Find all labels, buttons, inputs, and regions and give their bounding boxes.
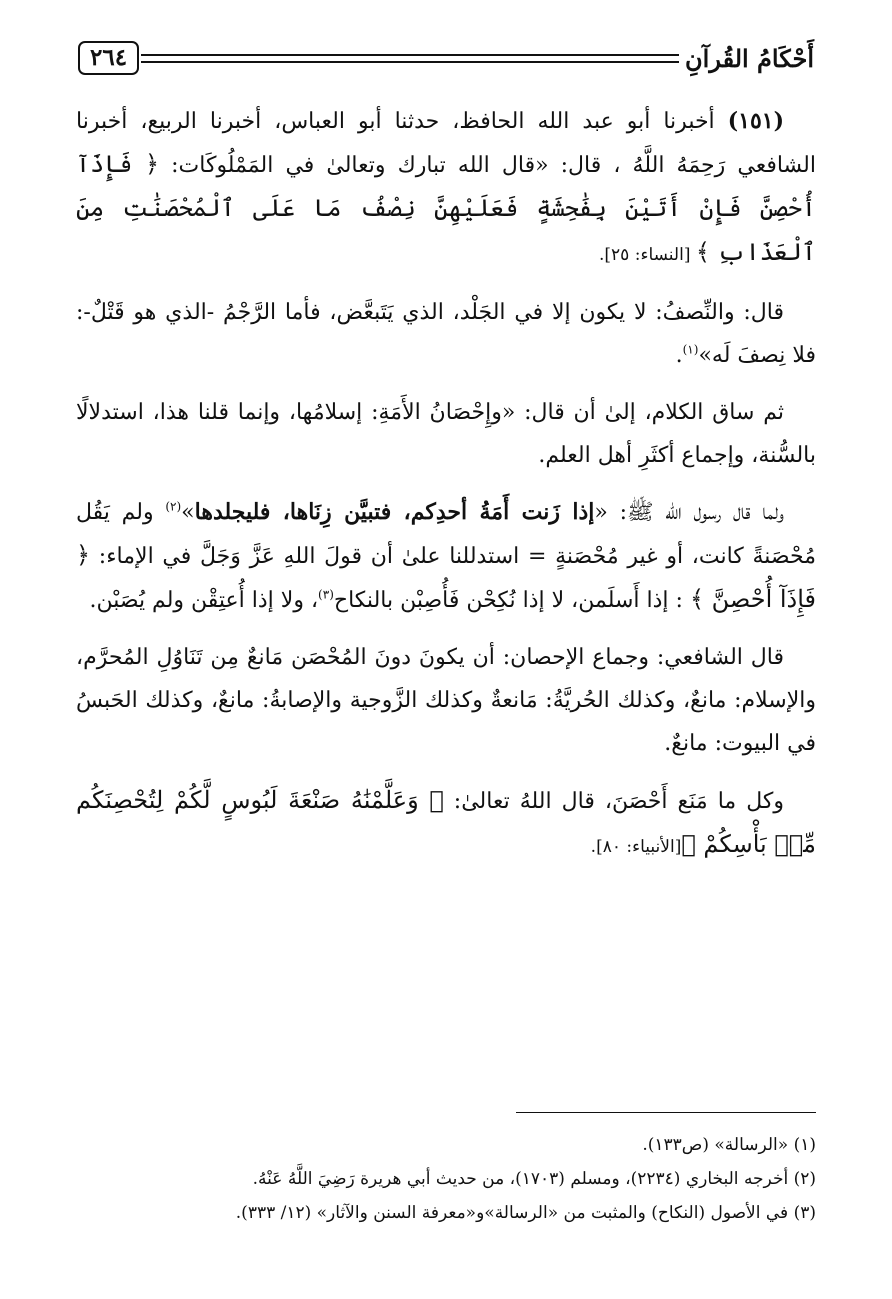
footnote-marker-1[interactable]: (١) — [682, 342, 699, 357]
header-rule — [141, 54, 679, 63]
narration-number: (١٥١) — [727, 108, 784, 134]
main-text — [76, 100, 816, 883]
footnote-1: (١) «الرسالة» (ص١٣٣). — [642, 1135, 816, 1155]
paragraph-anbiya — [76, 779, 816, 869]
footnote-2: (٢) أخرجه البخاري (٢٢٣٤)، ومسلم (١٧٠٣)، من حديث أبي هريرة رَضِيَ اللَّهُ عَنْهُ. — [252, 1169, 816, 1189]
paragraph-text: قال: والنِّصفُ: لا يكون إلا في الجَلْد، الذي يَتَبعَّض، فأما الرَّجْمُ -الذي هو قَتْلٌ-: فلا نِصفَ لَه» — [76, 300, 816, 368]
paragraph-text: . — [675, 343, 683, 368]
verse-reference: [الأنبياء: ٨٠]. — [590, 837, 682, 857]
paragraph-shafii — [76, 636, 816, 765]
paragraph-text: أخبرنا أبو عبد الله الحافظ، حدثنا أبو العباس، أخبرنا الربيع، أخبرنا الشافعي رَحِمَهُ اللَّهُ ، قال: «قال الله تبارك وتعالىٰ في المَمْلُوكَات: — [76, 109, 816, 178]
paragraph-text: وكل ما مَنَع أَحْصَنَ، قال اللهُ تعالىٰ: — [443, 789, 784, 814]
verse-reference: [النساء: ٢٥]. — [599, 245, 696, 265]
footnote-marker-3[interactable]: (٣) — [318, 587, 334, 602]
paragraph-text: ولم يَقُل مُحْصَنةً كانت، أو غير مُحْصَنةٍ = استدللنا علىٰ أن قولَ اللهِ عَزَّ وَجَلَّ في الإماء: — [76, 500, 816, 569]
page-number: ٢٦٤ — [78, 41, 139, 75]
footnotes — [76, 1128, 816, 1230]
header-title: أَحْكَامُ القُرآنِ — [685, 43, 814, 73]
paragraph-text: ولما قال رسول الله ﷺ: « — [594, 500, 784, 525]
hadith-text: إذا زَنت أَمَةُ أحدِكم، فتبيَّن زِنَاها، فليجلدها — [194, 499, 595, 525]
paragraph-151 — [76, 100, 816, 277]
footnote-separator — [516, 1112, 816, 1113]
paragraph-text: » — [181, 500, 195, 525]
running-header — [78, 38, 814, 78]
paragraph-hadith — [76, 491, 816, 622]
quran-verse: ﴿ فَإِذَآ أُحْصِنَّ ﴾ — [76, 541, 816, 613]
paragraph-text: ، ولا إذا أُعتِقْن ولم يُصَبْن. — [89, 588, 319, 613]
paragraph-text: ثم ساق الكلام، إلىٰ أن قال: «وإِحْصَانُ الأَمَةِ: إسلامُها، وإنما قلنا هذا، استدلالًا بالسُّنة، وإجماع أكثَرِ أهل العلم. — [76, 400, 816, 468]
paragraph-text: : إذا أَسلَمن، لا إذا نُكِحْن فَأُصِبْن بالنكاح — [333, 588, 690, 613]
paragraph-nisf — [76, 291, 816, 377]
footnote-marker-2[interactable]: (٢) — [165, 499, 182, 514]
footnote-3: (٣) في الأصول (النكاح) والمثبت من «الرسالة»و«معرفة السنن والآثار» (١٢/ ٣٣٣). — [235, 1203, 816, 1223]
quran-verse: ﴿ فَإِذَآ أُحْصِنَّ فَإِنْ أَتَيْنَ بِفَٰحِشَةٍ فَعَلَيْهِنَّ نِصْفُ مَا عَلَى ٱلْمُحْصَنَٰتِ مِنَ ٱلْعَذَابِ ﴾ — [76, 150, 816, 266]
paragraph-ihsan — [76, 391, 816, 477]
paragraph-text: قال الشافعي: وجماع الإحصان: أن يكونَ دونَ المُحْصَن مَانعٌ مِن تَنَاوُلِ المُحرَّم، والإسلام: مانعٌ، وكذلك الحُريَّةُ: مَانعةٌ وكذلك الزَّوجية والإصابةُ: مانعٌ، وكذلك الحَبسُ في البيوت: مانعٌ. — [76, 645, 816, 756]
quran-verse: ﴿ وَعَلَّمْنَٰهُ صَنْعَةَ لَبُوسٍ لَّكُمْ لِتُحْصِنَكُم مِّنۢ بَأْسِكُمْ ﴾ — [76, 786, 816, 858]
